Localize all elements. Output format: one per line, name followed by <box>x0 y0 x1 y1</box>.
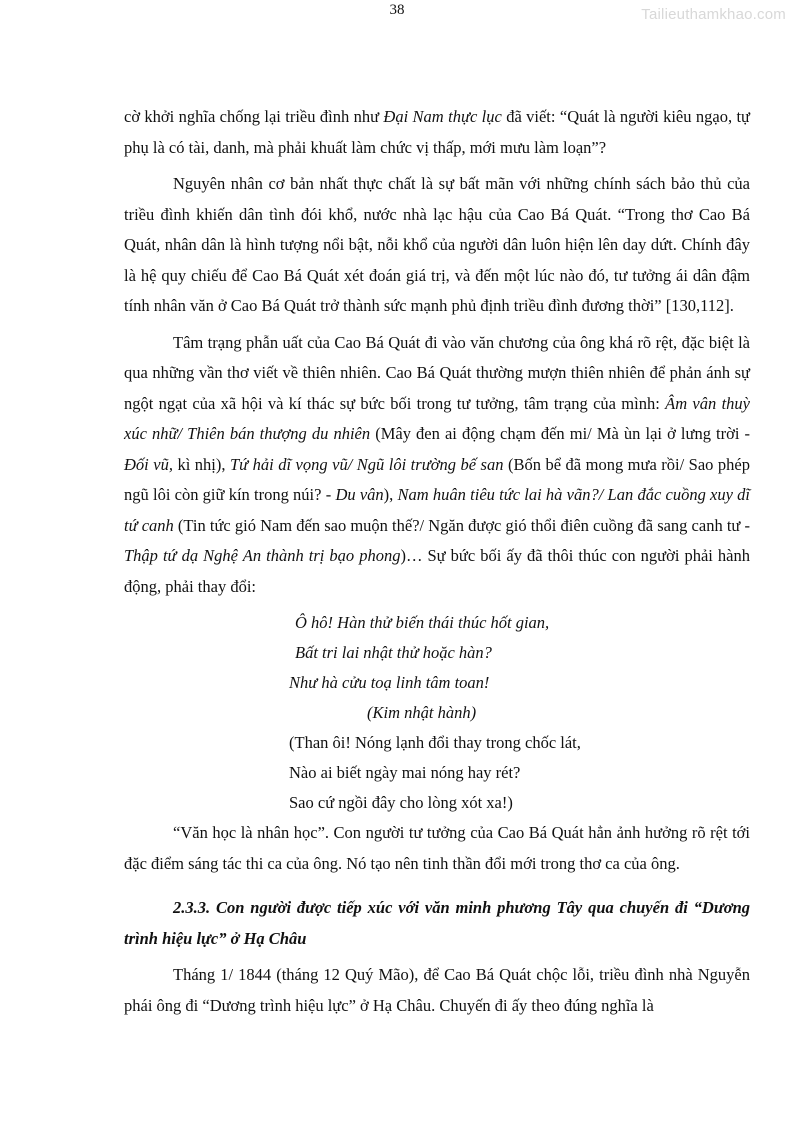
book-title: Đại Nam thực lục <box>383 107 502 126</box>
poem-line-1: Ô hô! Hàn thử biến thái thúc hốt gian, <box>295 613 550 632</box>
paragraph-3-text-g: )… Sự bức bối ấy đã thôi thúc con người phải hành động, phải thay đổi: <box>124 546 750 596</box>
quote-5: Nam huân tiêu tức lai hà vãn?/ Lan đắc cuồng xuy dĩ tứ canh <box>124 485 751 535</box>
page-number: 38 <box>389 2 405 18</box>
poem-translation-2: Nào ai biết ngày mai nóng hay rét? <box>289 763 521 782</box>
paragraph-1 <box>124 102 750 163</box>
paragraph-3-text-b: (Mây đen ai động chạm đến mi/ Mà ùn lại ở lưng trời - <box>370 424 750 443</box>
poem-translation-1: (Than ôi! Nóng lạnh đổi thay trong chốc lát, <box>289 733 581 752</box>
paragraph-2: Nguyên nhân cơ bản nhất thực chất là sự bất mãn với những chính sách bảo thủ của triều đình khiến dân tình đói khổ, nước nhà lạc hậu của Cao Bá Quát. “Trong thơ Cao Bá Quát, nhân dân là hình tượng nổi bật, nỗi khổ của người dân luôn hiện lên day dứt. Chính đây là hệ quy chiếu để Cao Bá Quát xét đoán giá trị, và đến một lúc nào đó, tư tưởng ái dân đậm tính nhân văn ở Cao Bá Quát trở thành sức mạnh phủ định triều đình đương thời” [130,112]. <box>124 174 750 315</box>
watermark: Tailieuthamkhao.com <box>641 6 786 23</box>
paragraph-1-text: cờ khởi nghĩa chống lại triều đình như <box>124 107 384 126</box>
paragraph-3-text-c: kì nhị), <box>172 454 230 474</box>
paragraph-5: Tháng 1/ 1844 (tháng 12 Quý Mão), để Cao Bá Quát chộc lỗi, triều đình nhà Nguyễn phái ông đi “Dương trình hiệu lực” ở Hạ Châu. Chuyến đi ấy theo đúng nghĩa là <box>124 965 750 1015</box>
paragraph-3-text-a: Tâm trạng phẫn uất của Cao Bá Quát đi vào văn chương của ông khá rõ rệt, đặc biệt là qua những vần thơ viết về thiên nhiên. Cao Bá Quát thường mượn thiên nhiên để phản ánh sự ngột ngạt của xã hội và kí thác sự bức bối trong tư tưởng, tâm trạng của mình: <box>124 332 750 413</box>
poem-title: (Kim nhật hành) <box>367 703 477 722</box>
poem-line-3: Như hà cửu toạ linh tâm toan! <box>289 673 490 692</box>
paragraph-4: “Văn học là nhân học”. Con người tư tưởng của Cao Bá Quát hẳn ảnh hưởng rõ rệt tới đặc điểm sáng tác thi ca của ông. Nó tạo nên tinh thần đổi mới trong thơ ca của ông. <box>124 823 750 873</box>
section-heading: 2.3.3. Con người được tiếp xúc với văn minh phương Tây qua chuyến đi “Dương trình hiệu lực” ở Hạ Châu <box>124 898 750 948</box>
page-body <box>124 102 750 1027</box>
paragraph-3-text-d: (Bốn bể đã mong mưa rồi/ Sao phép ngũ lôi còn giữ kín trong núi? - <box>124 454 750 504</box>
quote-6: Thập tứ dạ Nghệ An thành trị bạo phong <box>124 546 401 565</box>
paragraph-3-text-f: (Tin tức gió Nam đến sao muộn thế?/ Ngăn được gió thổi điên cuồng đã sang canh tư - <box>173 515 750 535</box>
quote-2: Đối vũ, <box>124 454 173 474</box>
paragraph-3 <box>124 328 750 603</box>
quote-1: Âm vân thuỳ xúc nhữ/ Thiên bán thượng du nhiên <box>124 393 750 443</box>
quote-4: Du vân <box>335 485 384 504</box>
paragraph-1-rest: đã viết: “Quát là người kiêu ngạo, tự phụ là có tài, danh, mà phải khuất làm chức vị thấp, mới mưu làm loạn”? <box>124 107 750 157</box>
poem-block <box>124 608 750 818</box>
poem-translation-3: Sao cứ ngồi đây cho lòng xót xa!) <box>289 793 513 812</box>
paragraph-3-text-e: ), <box>383 485 398 504</box>
poem-line-2: Bất tri lai nhật thử hoặc hàn? <box>295 643 492 662</box>
quote-3: Tứ hải dĩ vọng vũ/ Ngũ lôi trường bế san <box>229 454 504 474</box>
